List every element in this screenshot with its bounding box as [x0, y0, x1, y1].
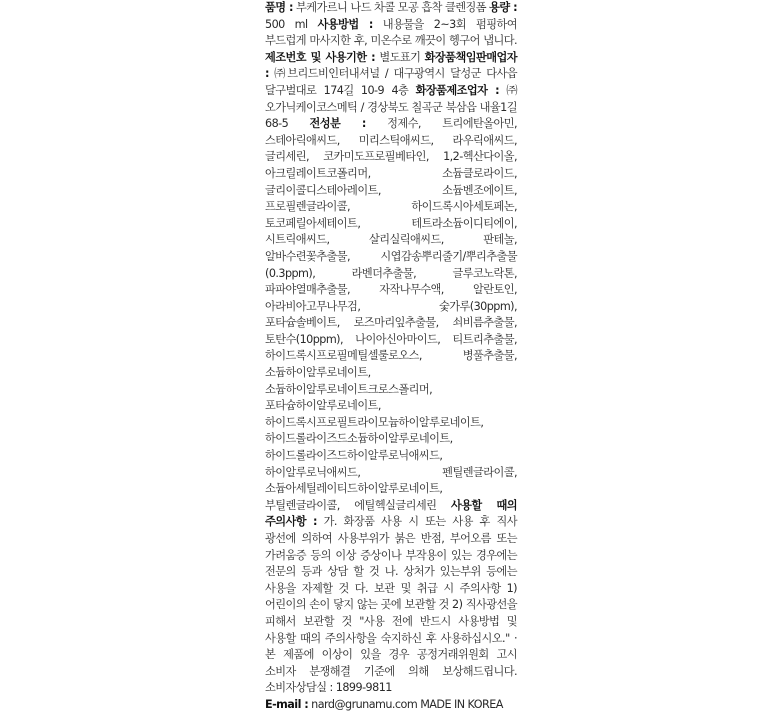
product-label-text: [265, 0, 518, 711]
origin-text: MADE IN KOREA: [420, 697, 503, 711]
consumer-value: 1899-9811: [335, 681, 392, 695]
contact-line: [265, 697, 517, 714]
label-body: [265, 0, 517, 697]
email-label: E-mail :: [265, 697, 309, 711]
usage-label: 사용방법 :: [317, 17, 373, 31]
distributor-label: 화장품책임판매업자 :: [265, 50, 517, 81]
distributor-value: ㈜브리드비인터내셔널 / 대구광역시 달성군 다사읍 달구벌대로 174길 10-9 4층: [265, 67, 517, 97]
volume-label: 용량 :: [489, 1, 518, 14]
ingredients-label: 전성분 :: [309, 117, 366, 131]
usage-value: 내용물을 2~3회 펌핑하여 부드럽게 마사지한 후, 미온수로 깨끗이 헹구어 냅니다.: [265, 17, 517, 48]
ingredients-value: 정제수, 트리에탄올아민, 스테아릭애씨드, 미리스틱애씨드, 라우릭애씨드, 글리세린, 코카미도프로필베타인, 1,2-헥산다이올, 아크릴레이트코폴리머, 소듐클로라이드, 글리이콜디스테아레이트, 소듐벤조에이트, 프로필렌글라이콜, 하이드록시아세토페논, 토코페릴아세테이트, 테트라소듐이디티에이, 시트릭애씨드, 살리실릭애씨드, 판테놀, 알바수련꽃추출물, 시엽감송뿌리줄기/뿌리추출물(0.3ppm), 라벤더추출물, 글루코노락톤, 파파야열매추출물, 자작나무수액, 알란토인, 아라비아고무나무검, 숯가루(30ppm), 포타슘솔베이트, 로즈마리잎추출물, 쇠비름추출물, 토탄수(10ppm), 나이아신아마이드, 티트리추출물, 하이드록시프로필메틸셀룰로오스, 병풀추출물, 소듐하이알루로네이트, 소듐하이알루로네이트크로스폴리머, 포타슘하이알루로네이트, 하이드록시프로필트라이모늄하이알루로네이트, 하이드롤라이즈드소듐하이알루로네이트, 하이드롤라이즈드하이알루로닉애씨드, 하이알루로닉애씨드, 펜틸렌글라이콜, 소듐아세틸레이티드하이알루로네이트, 부틸렌글라이콜, 에틸헥실글리세린: [265, 117, 517, 512]
manufacturer-value: ㈜오가닉케이코스메틱 / 경상북도 칠곡군 북삼읍 내율1길 68-5: [265, 83, 517, 131]
caution-label: 사용할 때의 주의사항 :: [265, 498, 517, 529]
email-value: nard@grunamu.com: [311, 697, 418, 711]
lot-label: 제조번호 및 사용기한 :: [265, 50, 376, 64]
product-name-label: 품명 :: [265, 1, 293, 14]
lot-value: 별도표기: [379, 50, 421, 64]
product-name-value: 부케가르니 나드 차콜 모공 흡착 클렌징폼: [296, 1, 486, 14]
volume-value: 500 ml: [265, 17, 308, 31]
consumer-label: 소비자상담실 :: [265, 681, 333, 695]
caution-value: 가. 화장품 사용 시 또는 사용 후 직사 광선에 의하여 사용부위가 붉은 반점, 부어오름 또는 가려움증 등의 이상 증상이나 부작용이 있는 경우에는 전문의 등과 상담 할 것 나. 상처가 있는부위 등에는 사용을 자제할 것 다. 보관 및 취급 시 주의사항 1) 어린이의 손이 닿지 않는 곳에 보관할 것 2) 직사광선을 피해서 보관할 것 "사용 전에 반드시 사용방법 및 사용할 때의 주의사항을 숙지하신 후 사용하십시오." · 본 제품에 이상이 있을 경우 공정거래위원회 고시 소비자 분쟁해결 기준에 의해 보상해드립니다.: [265, 515, 517, 678]
manufacturer-label: 화장품제조업자 :: [415, 83, 500, 97]
